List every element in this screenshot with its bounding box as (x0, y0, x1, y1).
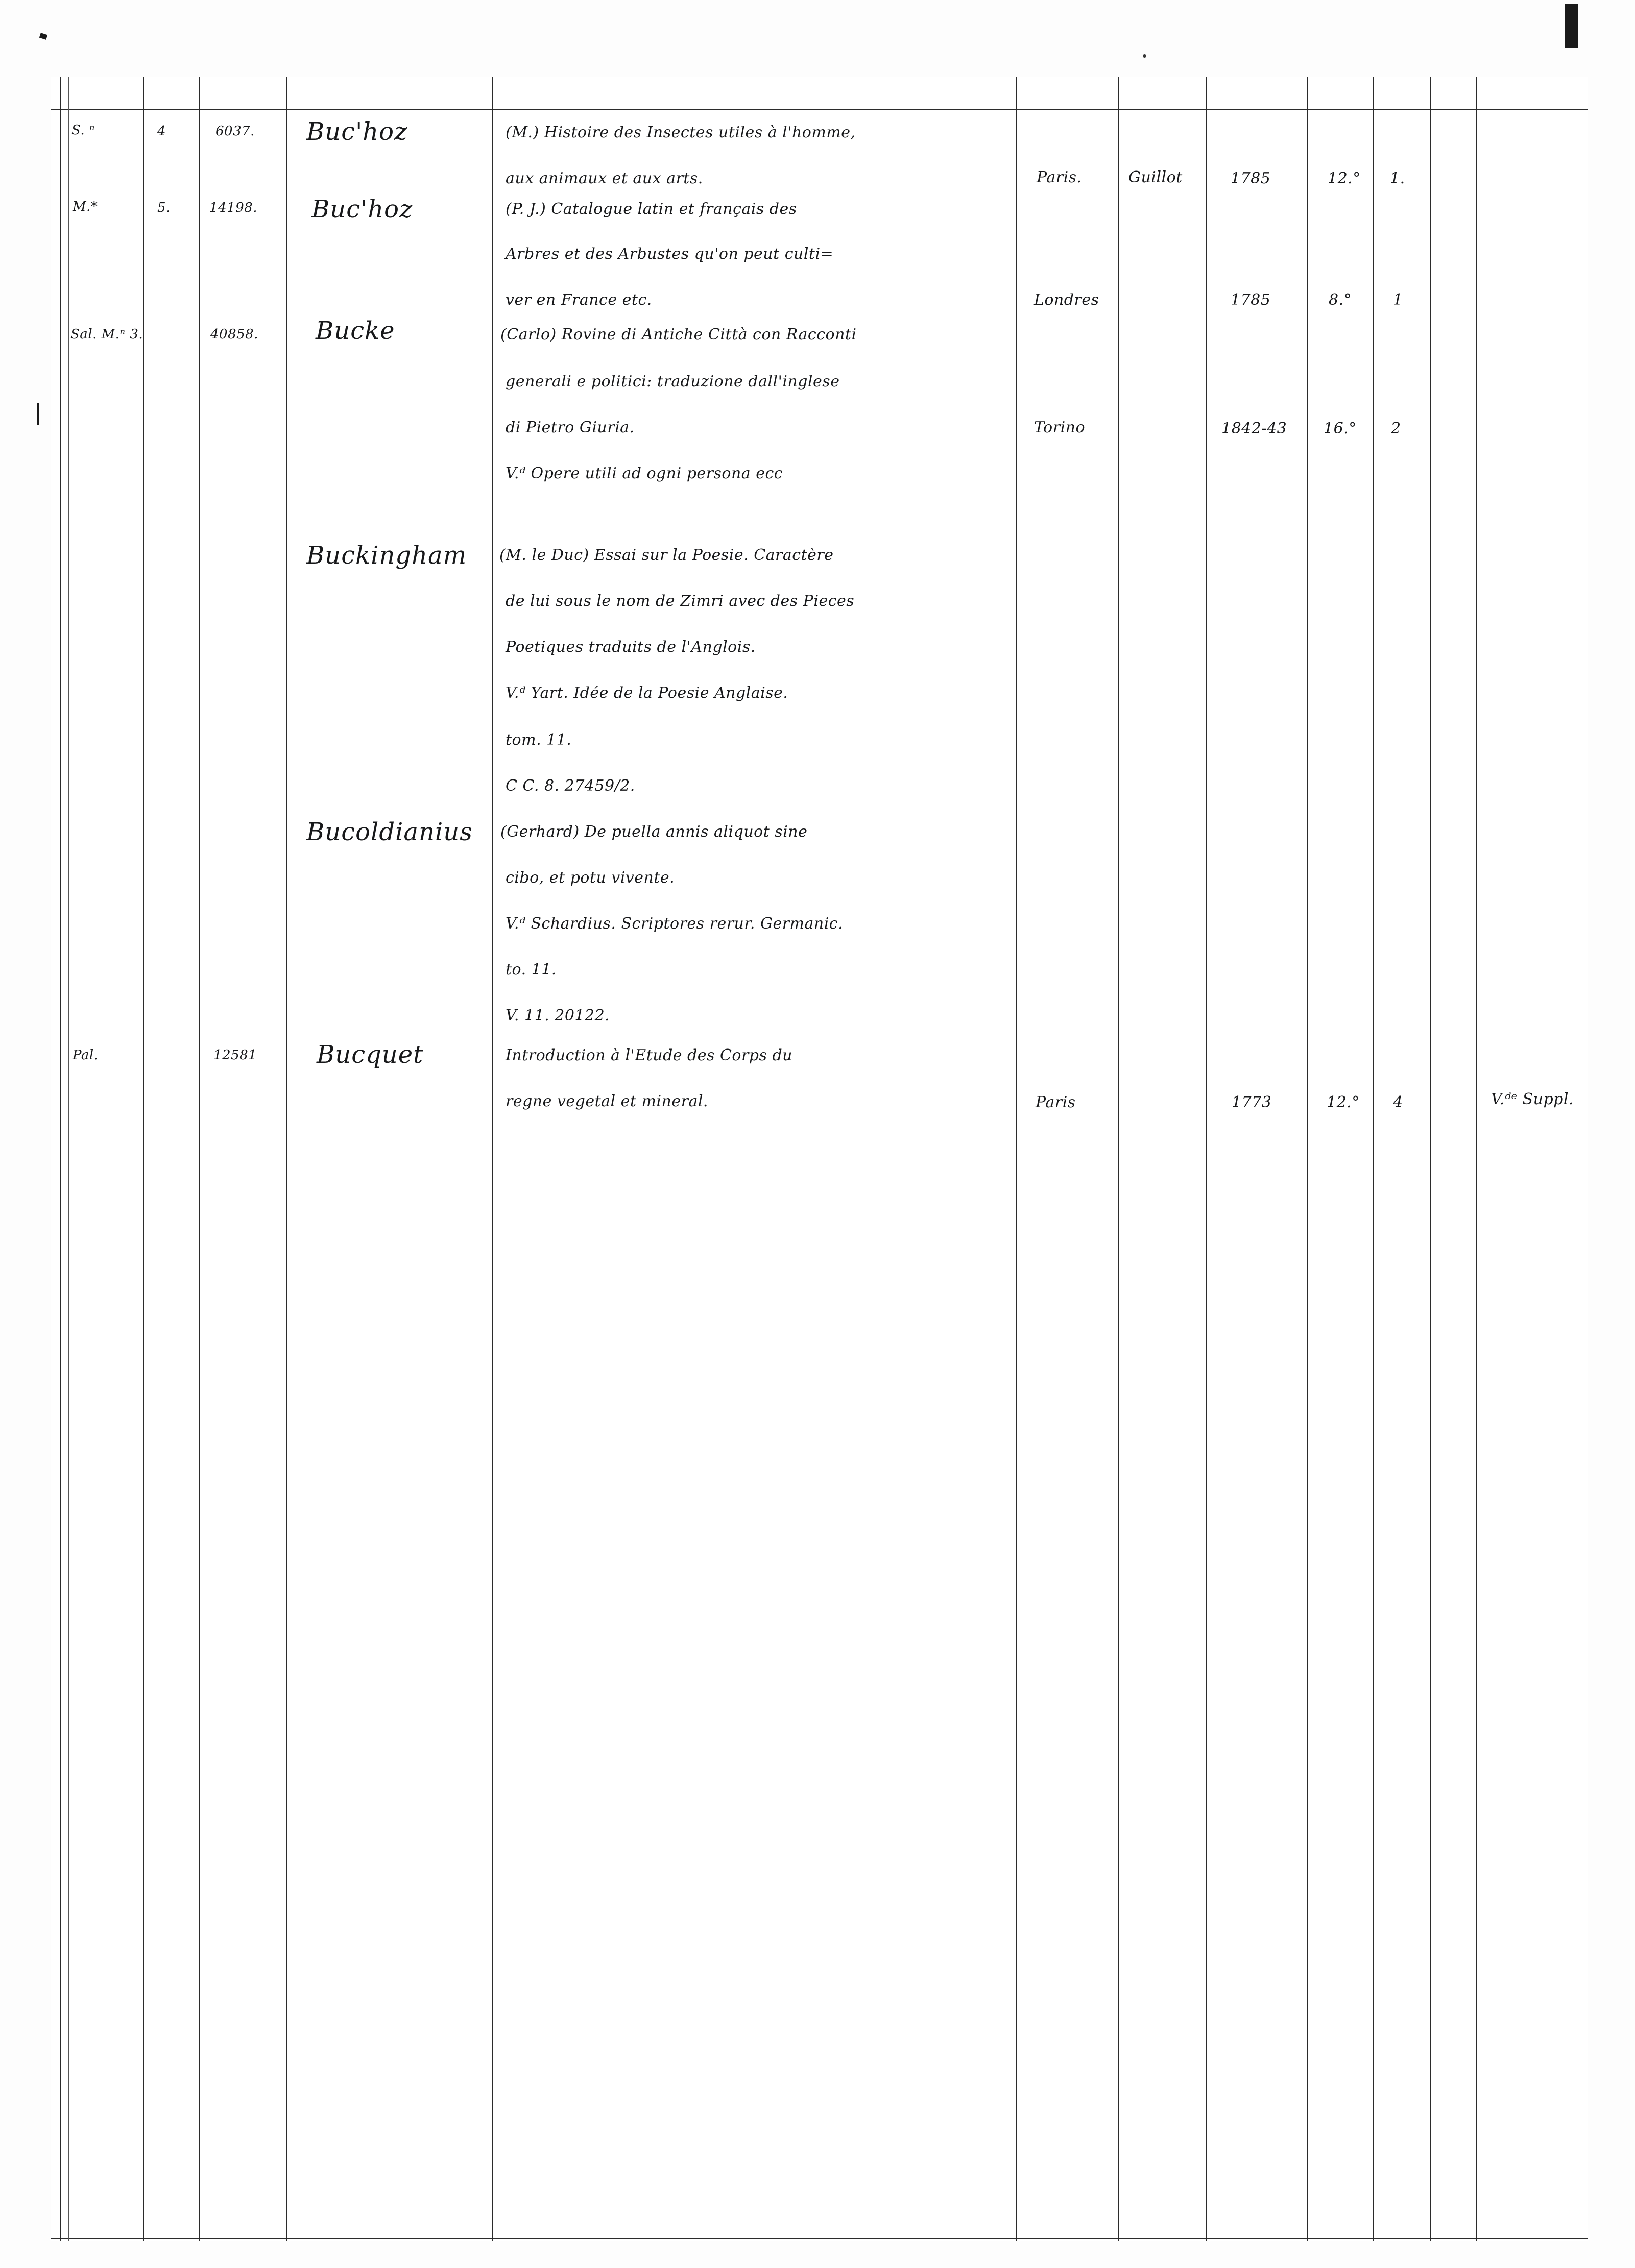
entry-location-mark: M.* (73, 199, 98, 214)
column-rule-location (143, 77, 144, 2241)
entry-title-line: di Pietro Giuria. (506, 419, 635, 436)
entry-format: 12.° (1328, 169, 1361, 187)
column-rule-margin-inner (68, 77, 69, 2241)
top-rule (51, 109, 1588, 110)
entry-location-mark: Pal. (73, 1047, 99, 1063)
entry-title-line: Arbres et des Arbustes qu'on peut culti= (506, 245, 834, 263)
entry-title-line: aux animaux et aux arts. (506, 169, 703, 187)
column-rule-volumes (1430, 77, 1431, 2241)
entry-title-line: to. 11. (506, 961, 557, 979)
entry-place: Paris (1036, 1093, 1076, 1111)
entry-place: Londres (1034, 291, 1099, 309)
entry-publisher: Guillot (1128, 168, 1183, 186)
entry-title-line: cibo, et potu vivente. (506, 869, 675, 887)
entry-year: 1842-43 (1221, 420, 1287, 437)
entry-title-line: V.ᵈ Schardius. Scriptores rerur. Germanic. (506, 915, 844, 933)
entry-year: 1785 (1231, 169, 1271, 187)
entry-location-mark: S. ⁿ (71, 123, 95, 138)
entry-location-mark: Sal. M.ⁿ 3. (70, 327, 143, 342)
column-rule-author (492, 77, 493, 2241)
entry-title-line: regne vegetal et mineral. (506, 1092, 708, 1110)
scan-artifact-left-margin (37, 403, 39, 425)
entry-author: Buc'hoz (306, 117, 408, 146)
entry-year: 1785 (1231, 291, 1271, 309)
entry-volumes: 4 (1393, 1093, 1403, 1111)
entry-title-line: C C. 8. 27459/2. (506, 777, 635, 795)
column-rule-place (1118, 77, 1119, 2241)
entry-format: 16.° (1324, 420, 1357, 437)
entry-title-line: ver en France etc. (506, 291, 652, 309)
entry-title-line: tom. 11. (506, 731, 572, 749)
entry-title-line: (Carlo) Rovine di Antiche Città con Racconti (500, 326, 857, 344)
entry-title-line: Poetiques traduits de l'Anglois. (506, 638, 756, 656)
entry-title-line: generali e politici: traduzione dall'inglese (506, 373, 840, 391)
column-rule-year (1307, 77, 1308, 2241)
entry-title-line: (M.) Histoire des Insectes utiles à l'homme, (506, 124, 856, 141)
entry-inventory-number: 40858. (210, 327, 258, 342)
entry-inventory-number: 6037. (215, 124, 255, 139)
scan-artifact-top-left (39, 33, 47, 40)
entry-title-line: V.ᵈ Opere utili ad ogni persona ecc (506, 465, 783, 482)
column-rule-title (1016, 77, 1017, 2241)
entry-place: Paris. (1037, 168, 1082, 186)
entry-volumes: 1. (1390, 169, 1405, 187)
entry-author: Bucke (316, 316, 395, 345)
entry-title-line: V.ᵈ Yart. Idée de la Poesie Anglaise. (506, 684, 788, 702)
column-rule-publisher (1206, 77, 1207, 2241)
column-rule-margin-outer (60, 77, 61, 2241)
entry-shelf: 5. (157, 200, 171, 215)
entry-title-line: de lui sous le nom de Zimri avec des Pieces (506, 592, 855, 610)
scan-artifact-top-right (1565, 4, 1578, 48)
entry-volumes: 2 (1391, 420, 1401, 437)
column-rule-format (1373, 77, 1374, 2241)
entry-year: 1773 (1232, 1093, 1272, 1111)
column-rule-inventory (286, 77, 287, 2241)
entry-title-line: (M. le Duc) Essai sur la Poesie. Caractère (499, 546, 834, 564)
ledger-sheet (51, 77, 1588, 2241)
entry-shelf: 4 (157, 124, 166, 139)
entry-title-line: Introduction à l'Etude des Corps du (506, 1046, 792, 1064)
entry-author: Buckingham (306, 541, 467, 570)
column-rule-notes (1476, 77, 1477, 2241)
entry-title-line: (P. J.) Catalogue latin et français des (506, 200, 797, 218)
entry-inventory-number: 14198. (209, 200, 257, 215)
entry-author: Bucoldianius (306, 818, 473, 846)
entry-format: 8.° (1329, 291, 1352, 309)
entry-author: Bucquet (317, 1040, 424, 1069)
entry-title-line: V. 11. 20122. (506, 1007, 610, 1025)
entry-volumes: 1 (1393, 291, 1403, 309)
entry-inventory-number: 12581 (213, 1047, 257, 1063)
column-rule-shelf (199, 77, 200, 2241)
entry-notes: V.ᵈᵉ Suppl. (1491, 1090, 1574, 1108)
entry-title-line: (Gerhard) De puella annis aliquot sine (500, 823, 808, 841)
entry-format: 12.° (1327, 1093, 1360, 1111)
bottom-rule (51, 2238, 1588, 2239)
scan-speck (1143, 54, 1146, 58)
entry-place: Torino (1034, 419, 1086, 436)
entry-author: Buc'hoz (311, 195, 413, 224)
